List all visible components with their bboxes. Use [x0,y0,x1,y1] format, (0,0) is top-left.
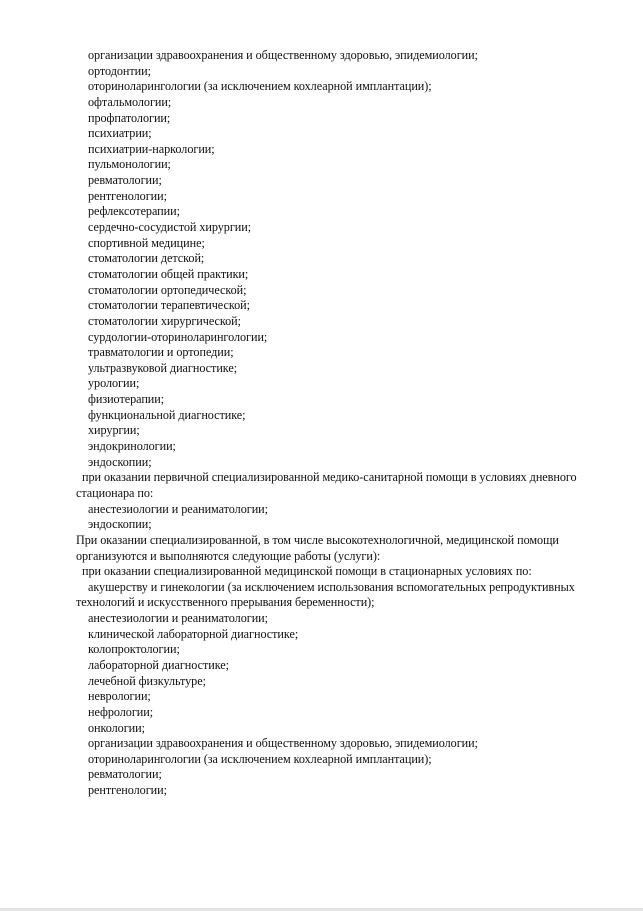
document-line: рентгенологии; [88,783,167,798]
document-line: психиатрии-наркологии; [88,141,215,156]
document-line: анестезиологии и реаниматологии; [88,611,268,626]
document-line: при оказании специализированной медицинской помощи в стационарных условиях по: [82,564,532,579]
document-line: организуются и выполняются следующие работы (услуги): [76,548,381,563]
document-line: онкологии; [88,720,145,735]
document-line: травматологии и ортопедии; [88,345,234,360]
document-line: ультразвуковой диагностике; [88,360,238,375]
document-line: анестезиологии и реаниматологии; [88,501,268,516]
document-line: спортивной медицине; [88,235,205,250]
document-line: стоматологии хирургической; [88,313,241,328]
document-line: хирургии; [88,423,140,438]
document-line: стоматологии ортопедической; [88,282,247,297]
document-line: эндоскопии; [88,454,152,469]
document-line: эндокринологии; [88,439,176,454]
document-line: оториноларингологии (за исключением кохлеарной имплантации); [88,79,432,94]
document-line: психиатрии; [88,126,152,141]
document-line: клинической лабораторной диагностике; [88,626,299,641]
document-line: ревматологии; [88,173,162,188]
document-line: стоматологии терапевтической; [88,298,250,313]
document-line: организации здравоохранения и общественному здоровью, эпидемиологии; [88,48,478,62]
document-line: эндоскопии; [88,517,152,532]
document-body [76,48,616,799]
document-line: оториноларингологии (за исключением кохлеарной имплантации); [88,751,432,766]
document-line: лечебной физкультуре; [88,673,206,688]
document-line: рефлексотерапии; [88,204,180,219]
document-line: лабораторной диагностике; [88,657,229,672]
document-line: пульмонологии; [88,157,171,172]
document-line: при оказании первичной специализированной медико-санитарной помощи в условиях дневного [82,470,577,485]
document-line: урологии; [88,376,140,391]
document-line: ортодонтии; [88,63,151,78]
document-line: нефрологии; [88,704,154,719]
document-line: организации здравоохранения и общественному здоровью, эпидемиологии; [88,736,478,751]
document-line: При оказании специализированной, в том числе высокотехнологичной, медицинской помощи [76,532,559,547]
document-line: акушерству и гинекологии (за исключением использования вспомогательных репродуктивных [88,579,575,594]
document-line: рентгенологии; [88,188,167,203]
document-line: ревматологии; [88,767,162,782]
document-line: колопроктологии; [88,642,180,657]
document-line: офтальмологии; [88,94,172,109]
document-line: неврологии; [88,689,151,704]
document-line: стоматологии общей практики; [88,266,249,281]
document-line: функциональной диагностике; [88,407,246,422]
document-line: физиотерапии; [88,392,165,407]
document-line: сурдологии-оториноларингологии; [88,329,268,344]
document-line: профпатологии; [88,110,171,125]
document-line: технологий и искусственного прерывания беременности); [76,595,375,610]
document-line: сердечно-сосудистой хирургии; [88,220,252,235]
document-line: стационара по: [76,485,154,500]
document-line: стоматологии детской; [88,251,205,266]
